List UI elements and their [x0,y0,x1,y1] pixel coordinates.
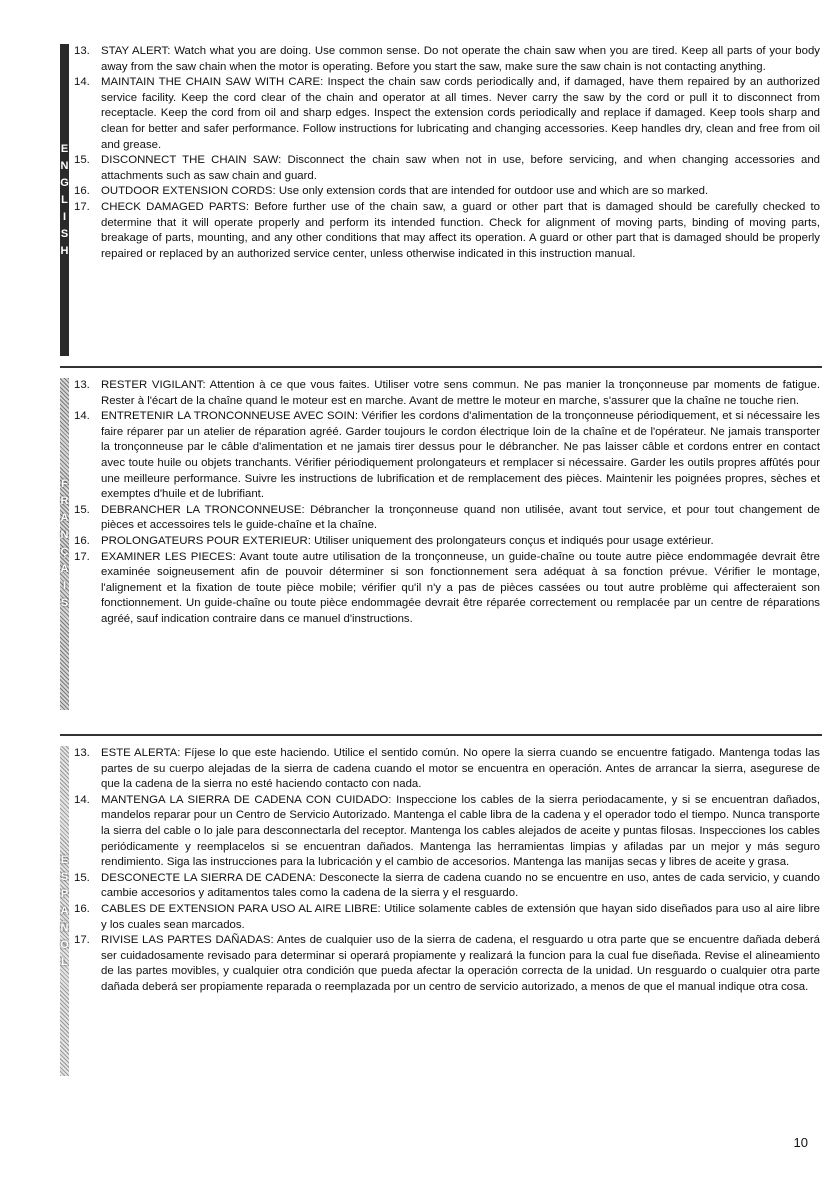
item-text: OUTDOOR EXTENSION CORDS: Use only extension cords that are intended for outdoor use and which are so marked. [101,185,709,198]
list-item [74,75,820,153]
item-text: STAY ALERT: Watch what you are doing. Use common sense. Do not operate the chain saw when you are tired. Keep all parts of your body away from the saw chain when the motor is operating. Before you start the saw, make sure the saw chain is not contacting anything. [101,45,820,73]
tab-letter: L [61,955,68,968]
item-text: DISCONNECT THE CHAIN SAW: Disconnect the chain saw when not in use, before servicing, and when changing accessories and attachments such as saw chain and guard. [101,154,820,182]
tab-letter: A [60,904,69,917]
item-number: 16. [74,534,90,547]
item-text: ENTRETENIR LA TRONCONNEUSE AVEC SOIN: Vérifier les cordons d'alimentation de la tronçonneuse périodiquement, et si nécessaire les faire réparer par un atelier de réparation agréé. Garder toujours le cordon électrique loin de la chaîne et de l'opérateur. Ne jamais transporter la tronçonneuse par le câble d'alimentation et ne jamais tirer dessus pour le débrancher. Ne pas laisser câble et cordons entrer en contact avec toute huile ou objets tranchants. Vérifier périodiquement prolongateurs et remplacer si nécessaire. Garder les outils propres affûtés pour une meilleure performance. Suivre les instructions de lubrification et de remplacement des pièces. Maintenir les poignées propres, sèches et exemptes d'huile et de lubrifiant. [101,410,820,501]
item-text: PROLONGATEURS POUR EXTERIEUR: Utiliser uniquement des prolongateurs conçus et indiqués pour usage extérieur. [101,534,714,547]
item-text: DEBRANCHER LA TRONCONNEUSE: Débrancher la tronçonneuse quand non utilisée, avant tout service, et pour tout changement de pièces et accessoires tels le guide-chaîne et la chaîne. [101,503,820,532]
list-item [74,200,820,262]
tab-letter: G [60,176,69,189]
tab-letter: I [62,210,67,223]
language-tab-french [60,378,69,710]
item-number: 13. [74,45,90,57]
page-number: 10 [793,1135,808,1150]
item-text: EXAMINER LES PIECES: Avant toute autre utilisation de la tronçonneuse, un guide-chaîne ou toute autre pièce endommagée devrait être examinée soigneusement afin de pouvoir déterminer si son fonctionnement sera adéquat à sa fonction prévue. Vérifier le montage, l'alignement et la fixation de toute pièce mobile; vérifier qu'il n'y a pas de pièces cassées ou tout autre problème qui affecteraient son fonctionnement. Un guide-chaîne ou toute pièce endommagée devrait être réparée correctement ou remplacée par un centre de réparations agréé, sauf indication contraire dans ce manuel d'instructions. [101,550,820,625]
section-divider [60,734,822,736]
tab-letter: A [60,512,69,524]
tab-letter: R [60,495,69,507]
list-item [74,409,820,503]
item-number: 17. [74,934,90,947]
list-item [74,746,820,793]
item-number: 14. [74,76,90,89]
item-number: 15. [74,871,90,884]
item-number: 13. [74,747,90,759]
tab-letter: L [61,193,68,206]
spanish-list [74,746,820,996]
item-text: DESCONECTE LA SIERRA DE CADENA: Desconecte la sierra de cadena cuando no se encuentre en uso, antes de cada servicio, y cuando cambie accesorios y aditamentos tales como la cadena de la sierra y el resguardo. [101,871,820,900]
language-tab-english [60,44,69,356]
list-item [74,534,820,550]
item-text: RIVISE LAS PARTES DAÑADAS: Antes de cualquier uso de la sierra de cadena, el resguardo u otra parte que se encuentre dañada deberá ser cuidadosamente revisado para determinar si operará propiamente y realizará la funcion para la cual fue diseñada. Revise el alineamiento de las partes movibles, y cualquier otra condición que pueda afectar la operación correcta de la unidad. Un resguardo o cualquier otra parte dañada deberá ser propiamente reparada o reemplazada por un centro de servicio autorizado, a menos de que el manual indique otra cosa. [101,934,820,993]
tab-letter: S [60,227,69,240]
item-number: 17. [74,550,90,563]
item-text: MANTENGA LA SIERRA DE CADENA CON CUIDADO: Inspeccione los cables de la sierra periodacamente, y si se encuentran dañados, mandelos reparar pour un Centro de Servicio Autorizado. Mantenga el cable libra de la cadena y el operador todo el tiempo. Nunca transporte la sierra del cable o lo jale para desconnectarla del receptor. Mantenga los cables alejados de aceite y puntas filosas. Inspecciones los cables periódicamente y reemplacelos si se encuentran dañados. Mantenga las herramientas limpias y afiladas par un mejor y más seguro rendimiento. Siga las instrucciones para la lubricación y el cambio de accesorios. Mantenga las manijas secas y libres de aceite y grasa. [101,793,820,869]
section-divider [60,366,822,368]
list-item [74,933,820,995]
french-section [60,378,820,710]
english-section [60,44,820,356]
item-number: 14. [74,793,90,806]
tab-letter: I [62,580,67,592]
list-item [74,902,820,933]
item-number: 17. [74,200,90,213]
english-list [74,44,820,262]
list-item [74,871,820,902]
tab-letter: O [60,938,69,951]
list-item [74,153,820,184]
item-number: 15. [74,154,90,167]
list-item [74,503,820,534]
item-text: CABLES DE EXTENSION PARA USO AL AIRE LIBRE: Utilice solamente cables de extensión que hayan sido diseñados para uso al aire libre y los cuales sean marcados. [101,902,820,931]
tab-letter: H [60,244,69,257]
language-tab-spanish [60,746,69,1076]
item-text: ESTE ALERTA: Fíjese lo que este haciendo. Utilice el sentido común. No opere la sierra cuando se encuentre fatigado. Mantenga todas las partes de su cuerpo alejadas de la sierra de cadena cuando el motor se encuentra en operación. Antes de arrancar la sierra, asegurese de que la cadena de la sierra no esté haciendo contacto con nada. [101,747,820,791]
item-text: MAINTAIN THE CHAIN SAW WITH CARE: Inspect the chain saw cords periodically and, if damaged, have them repaired by an authorized service facility. Keep the cord clear of the chain and operator at all times. Never carry the saw by the cord or pull it to disconnect from receptacle. Keep the cord from oil and sharp edges. Inspect the extension cords periodically and replace if damaged. Keep tools sharp and clean for better and safer performance. Follow instructions for lubricating and changing accessories. Keep handles dry, clean and free from oil and grease. [101,76,820,151]
french-list [74,378,820,628]
tab-letter: A [60,563,69,575]
tab-letter: E [60,142,69,155]
tab-letter: P [60,887,69,900]
tab-letter: Ñ [60,921,69,934]
item-number: 15. [74,503,90,516]
tab-letter: S [60,597,69,609]
tab-letter: E [60,853,69,866]
item-text: RESTER VIGILANT: Attention à ce que vous faites. Utiliser votre sens commun. Ne pas manier la tronçonneuse par moments de fatigue. Rester à l'écart de la chaîne quand le moteur est en marche. Avant de mettre le moteur en marche, s'assurer que la chaîne ne touche rien. [101,379,820,407]
tab-letter: S [60,870,69,883]
tab-letter: Ç [60,546,69,558]
item-number: 13. [74,379,90,391]
item-number: 16. [74,902,90,915]
spanish-section [60,746,820,1076]
item-text: CHECK DAMAGED PARTS: Before further use of the chain saw, a guard or other part that is damaged should be carefully checked to determine that it will operate properly and perform its intended function. Check for alignment of moving parts, binding of moving parts, breakage of parts, mounting, and any other conditions that may affect its operation. A guard or other part that is damaged should be properly repaired or replaced by an authorized service center, unless otherwise indicated in this instruction manual. [101,200,820,260]
tab-letter: N [60,159,69,172]
list-item [74,550,820,628]
tab-letter: N [60,529,69,541]
item-number: 16. [74,185,90,198]
tab-letter: F [61,478,68,490]
item-number: 14. [74,410,90,423]
list-item [74,44,820,75]
list-item [74,793,820,871]
list-item [74,184,820,200]
list-item [74,378,820,409]
